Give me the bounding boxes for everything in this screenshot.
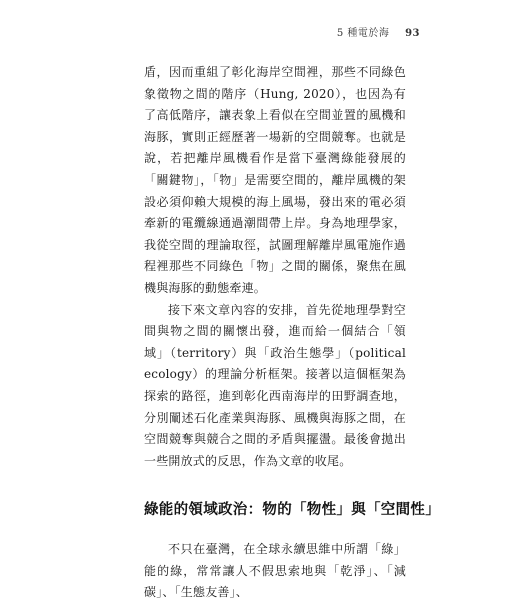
main-text: [144, 62, 440, 604]
section-heading: 綠能的領域政治：物的「物性」與「空間性」: [144, 502, 440, 519]
running-head: [337, 24, 420, 39]
paragraph-continued: 盾，因而重組了彰化海岸空間裡，那些不同綠色象徵物之間的階序（Hung, 2020），也因為有了高低階序，讓表象上看似在空間並置的風機和海豚，實則正經歷著一場新的空間競奪。也就是說，若把離岸風機看作是當下臺灣綠能發展的「關鍵物」，「物」是需要空間的，離岸風機的架設必須仰賴大規模的海上風場，發出來的電必須牽新的電纜線通過潮間帶上岸。身為地理學家，我從空間的理論取徑，試圖理解離岸風電施作過程裡那些不同綠色「物」之間的關係，聚焦在風機與海豚的動態牽連。: [144, 65, 406, 295]
page-number: 93: [405, 28, 420, 39]
chapter-title: 5 種電於海: [336, 28, 390, 39]
paragraph-outline: 接下來文章內容的安排，首先從地理學對空間與物之間的關懷出發，進而給一個結合「領域」（territory）與「政治生態學」（political ecology）的理論分析框架。接著以這個框架為探索的路徑，進到彰化西南海岸的田野調查地，分別闡述石化產業與海豚、風機與海豚之間，在空間競奪與競合之間的矛盾與擺盪。最後會拋出一些開放式的反思，作為文章的收尾。: [144, 302, 406, 468]
section-paragraph: 不只在臺灣，在全球永續思維中所謂「綠」能的綠，常常讓人不假思索地與「乾淨」、「減碳」、「生態友善」、: [144, 542, 406, 600]
